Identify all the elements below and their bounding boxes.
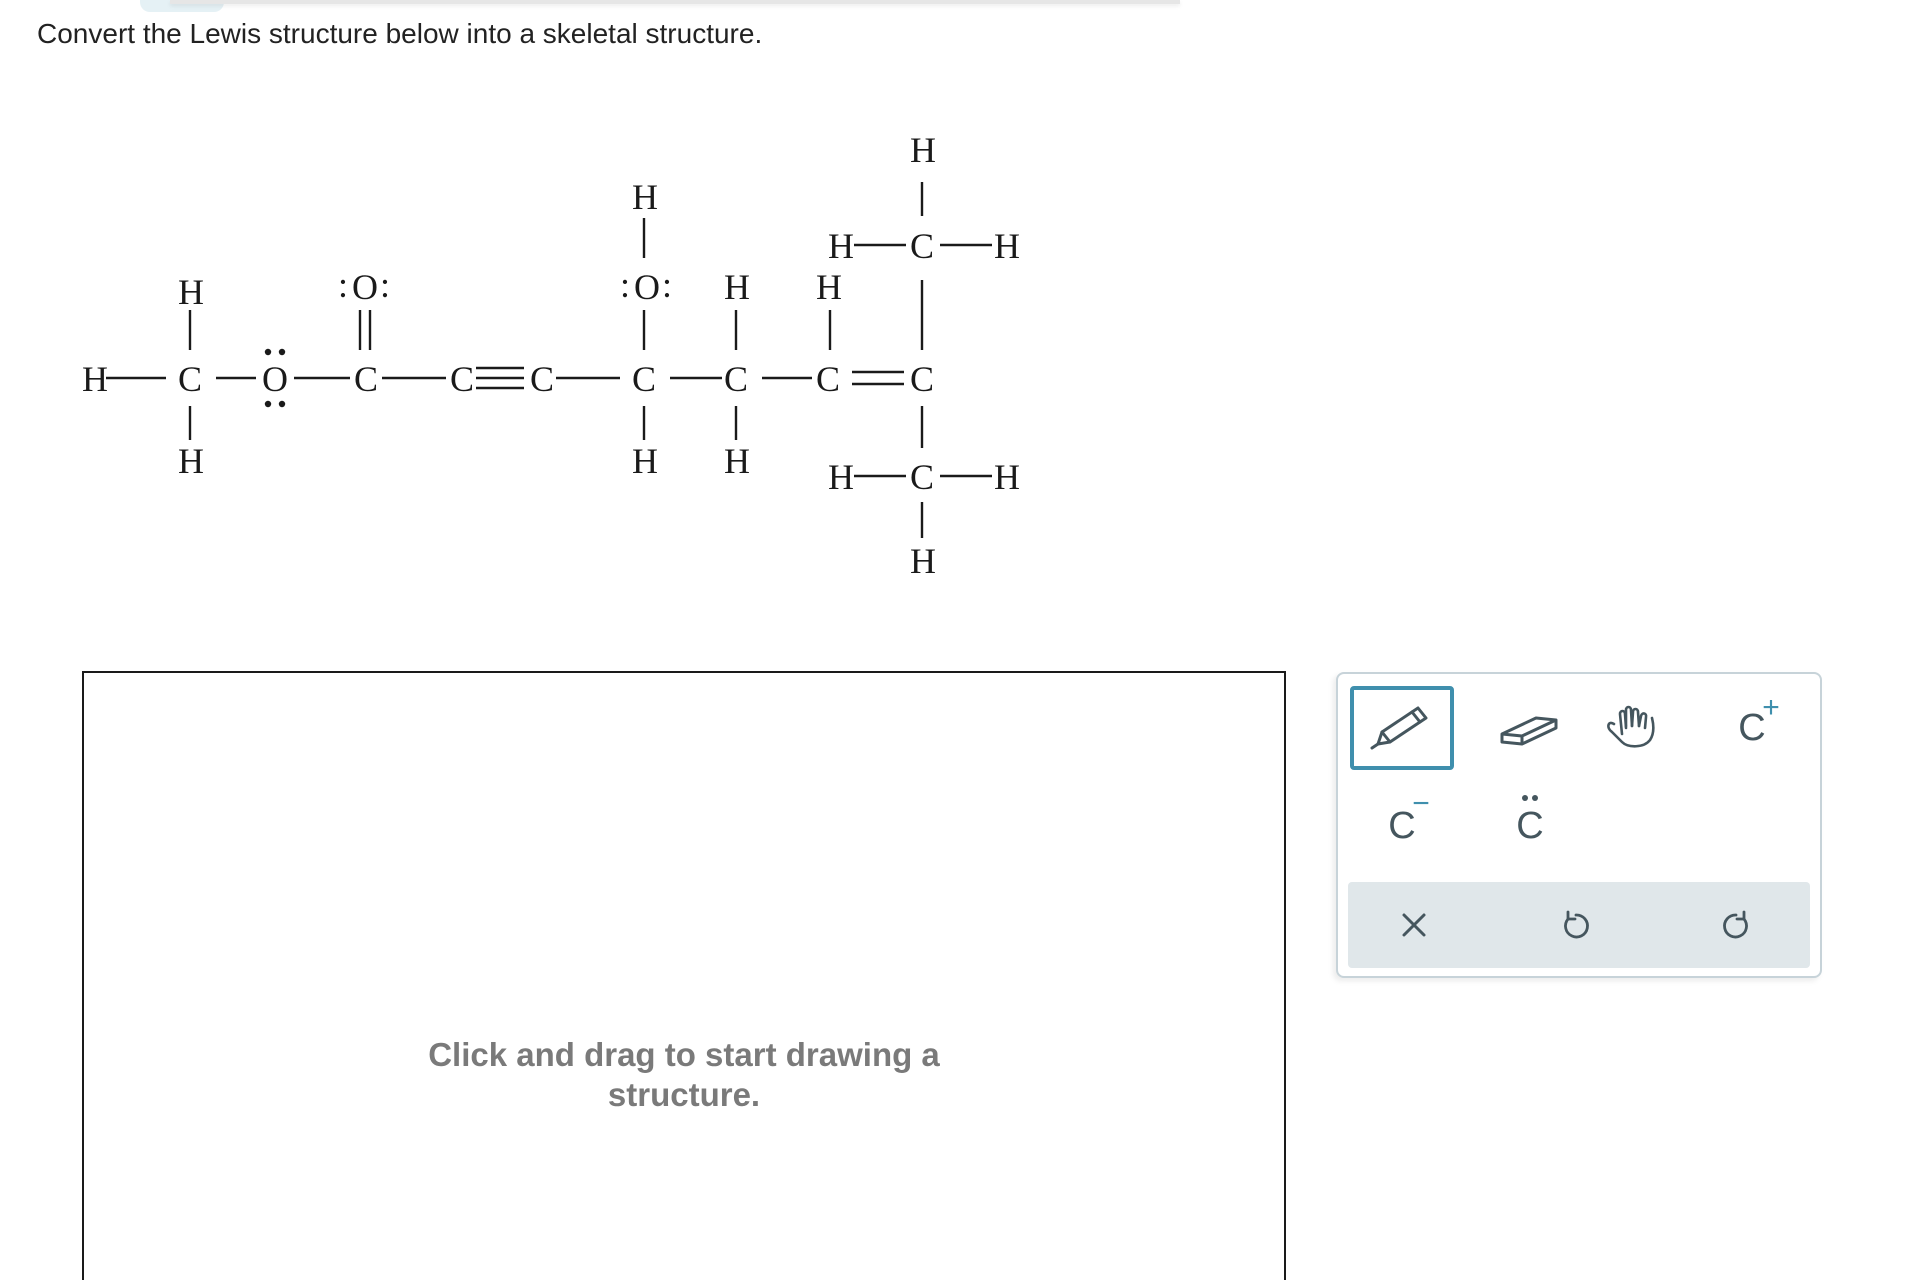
lone-pair-dot bbox=[279, 401, 285, 407]
atom-label-text: C bbox=[1738, 706, 1766, 749]
drawing-canvas[interactable] bbox=[82, 671, 1286, 1280]
atom-c: C bbox=[632, 359, 657, 399]
lone-pair: : bbox=[338, 265, 349, 305]
atom-h: H bbox=[828, 226, 854, 266]
atoms bbox=[82, 130, 1020, 581]
atom-c: C bbox=[530, 359, 555, 399]
redo-button[interactable] bbox=[1684, 882, 1788, 968]
atom-c: C bbox=[910, 457, 935, 497]
atom-h: H bbox=[178, 272, 204, 312]
charge-symbol: − bbox=[1412, 786, 1430, 820]
carbocation-icon bbox=[1738, 690, 1780, 750]
hand-icon bbox=[1594, 698, 1670, 758]
question-prompt: Convert the Lewis structure below into a skeletal structure. bbox=[37, 18, 763, 49]
atom-h: H bbox=[994, 226, 1020, 266]
atom-h: H bbox=[724, 267, 750, 307]
atom-h: H bbox=[724, 441, 750, 481]
atom-o: O bbox=[262, 359, 288, 399]
lone-pair-dot bbox=[265, 349, 271, 355]
lone-pair-dot bbox=[1532, 795, 1538, 801]
atom-h: H bbox=[632, 441, 658, 481]
lone-pair-dot bbox=[1522, 795, 1528, 801]
atom-h: H bbox=[816, 267, 842, 307]
atom-h: H bbox=[828, 457, 854, 497]
eraser-icon bbox=[1492, 698, 1568, 758]
positive-charge-tool-button[interactable] bbox=[1700, 686, 1804, 770]
redo-icon bbox=[1716, 905, 1756, 945]
undo-button[interactable] bbox=[1524, 882, 1628, 968]
atom-label-text: C bbox=[1388, 804, 1416, 847]
atom-h: H bbox=[632, 177, 658, 217]
atom-h: H bbox=[910, 130, 936, 170]
atom-o: O bbox=[634, 267, 660, 307]
atom-c: C bbox=[816, 359, 841, 399]
atom-c: C bbox=[354, 359, 379, 399]
close-icon bbox=[1394, 905, 1434, 945]
atom-c: C bbox=[910, 359, 935, 399]
charge-symbol: + bbox=[1762, 690, 1780, 724]
atom-label-text: C bbox=[1516, 804, 1544, 847]
lone-pair: : bbox=[620, 265, 631, 305]
lone-pair-icon bbox=[1516, 805, 1543, 848]
lone-pair: : bbox=[380, 265, 391, 305]
atom-c: C bbox=[910, 226, 935, 266]
lewis-structure bbox=[60, 110, 1060, 590]
negative-charge-tool-button[interactable] bbox=[1350, 784, 1454, 868]
atom-c: C bbox=[450, 359, 475, 399]
pencil-icon bbox=[1364, 698, 1440, 758]
erase-tool-button[interactable] bbox=[1478, 686, 1582, 770]
atom-c: C bbox=[178, 359, 203, 399]
atom-h: H bbox=[178, 441, 204, 481]
atom-c: C bbox=[724, 359, 749, 399]
carbanion-icon bbox=[1388, 786, 1430, 848]
atom-h: H bbox=[910, 541, 936, 581]
draw-tool-button[interactable] bbox=[1350, 686, 1454, 770]
lone-pair-tool-button[interactable] bbox=[1478, 784, 1582, 868]
atom-o: O bbox=[352, 267, 378, 307]
drawing-toolbar bbox=[1336, 672, 1822, 978]
undo-icon bbox=[1556, 905, 1596, 945]
canvas-hint bbox=[84, 1035, 1284, 1115]
canvas-hint-line: Click and drag to start drawing a bbox=[428, 1036, 940, 1073]
atom-h: H bbox=[82, 359, 108, 399]
atom-h: H bbox=[994, 457, 1020, 497]
lone-pair-dot bbox=[279, 349, 285, 355]
top-divider bbox=[170, 0, 1180, 4]
lone-pair: : bbox=[662, 265, 673, 305]
clear-button[interactable] bbox=[1362, 882, 1466, 968]
move-tool-button[interactable] bbox=[1580, 686, 1684, 770]
canvas-hint-line: structure. bbox=[607, 1076, 761, 1113]
action-bar bbox=[1348, 882, 1810, 968]
lone-pair-dot bbox=[265, 401, 271, 407]
